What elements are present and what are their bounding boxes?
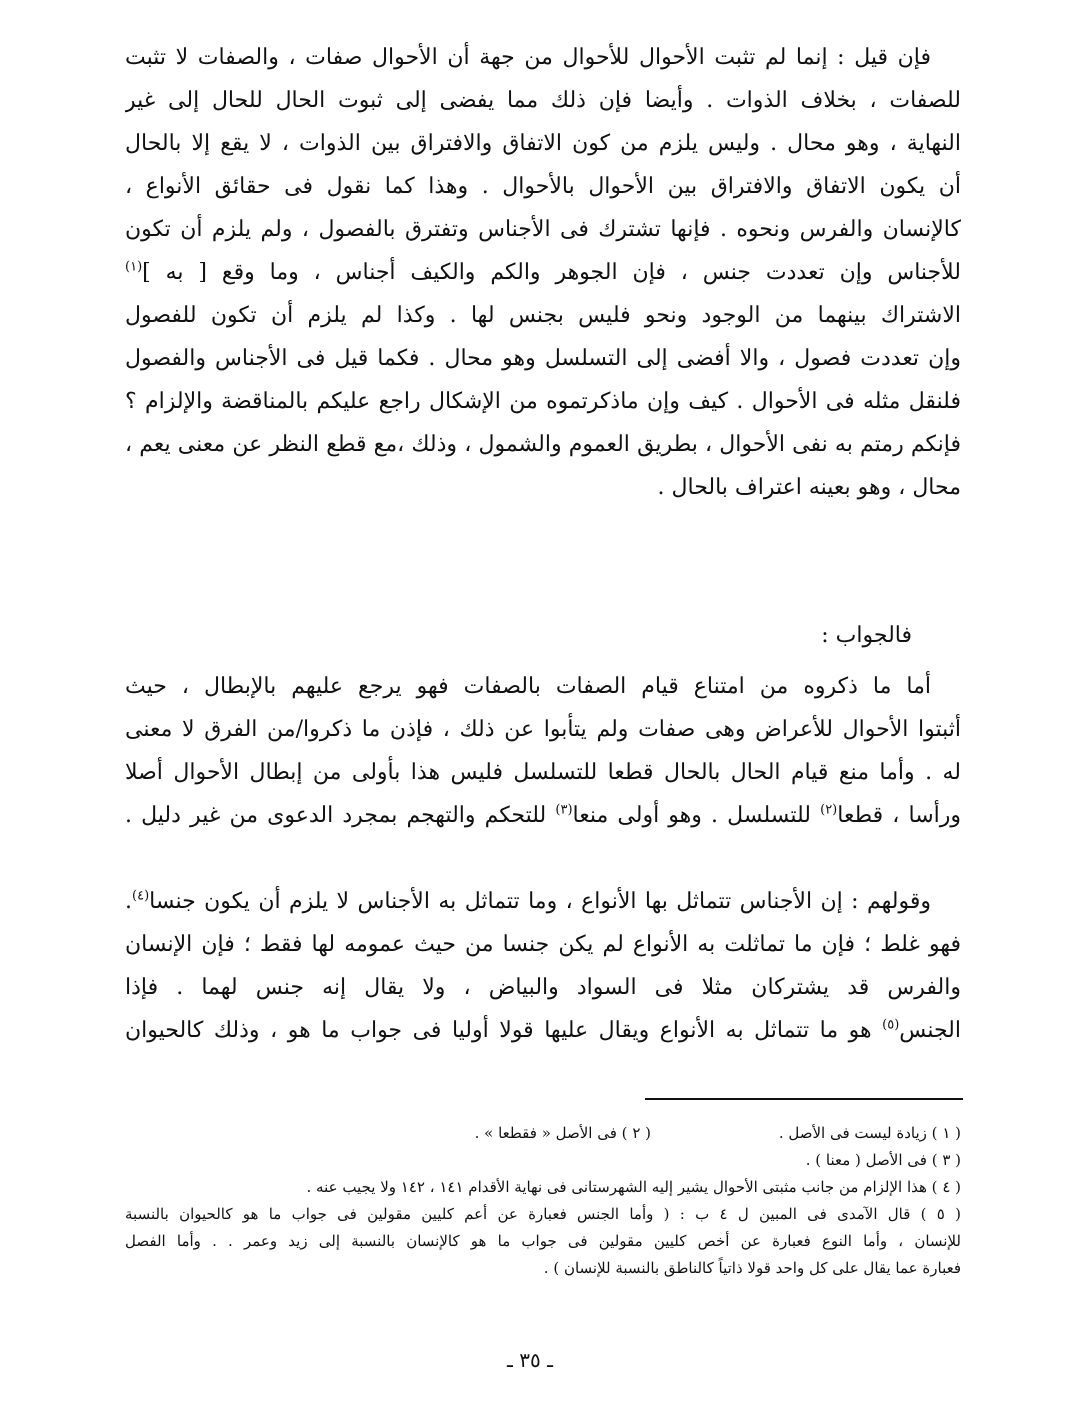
footnote-marker-1: (١) — [125, 259, 143, 275]
text-segment: وقولهم : إن الأجناس تتماثل بها الأنواع ، وما تتماثل به الأجناس لا يلزم أن يكون جنسا — [149, 889, 931, 914]
footnote-2: ( ٢ ) فى الأصل « فقطعا » . — [474, 1124, 651, 1142]
text-line: فهو غلط ؛ فإن ما تماثلت به الأنواع لم يكن جنسا من حيث عمومه لها فقط ؛ فإن الإنسان — [125, 932, 961, 957]
footnotes — [125, 1120, 961, 1282]
answer-heading: فالجواب : — [821, 623, 912, 648]
paragraph-answer — [125, 665, 961, 837]
text-line: فلنقل مثله فى الأحوال . كيف وإن ماذكرتموه من الإشكال راجع عليكم بالمناقضة والإلزام ؟ — [125, 389, 961, 414]
text-line: فإنكم رمتم به نفى الأحوال ، بطريق العموم والشمول ، وذلك ،مع قطع النظر عن معنى يعم ، — [125, 432, 961, 457]
text-line — [125, 794, 961, 837]
text-line-content: للأجناس وإن تعددت جنس ، فإن الجوهر والكم والكيف أجناس ، وما وقع [ به ] — [142, 260, 961, 285]
text-line: للصفات ، بخلاف الذوات . وأيضا فإن ذلك مما يفضى إلى ثبوت الحال للحال إلى غير — [125, 88, 961, 113]
footnote-marker-5: (٥) — [882, 1017, 900, 1033]
text-segment: للتحكم والتهجم بمجرد الدعوى من غير دليل . — [125, 803, 556, 828]
text-line: الاشتراك بينهما من الوجود ونحو فليس بجنس لها . وكذا لم يلزم أن تكون للفصول — [125, 303, 961, 328]
text-line: والفرس قد يشتركان مثلا فى السواد والبياض ، ولا يقال إنه جنس لهما . فإذا — [125, 975, 961, 1000]
text-line: له . وأما منع قيام الحال بالحال قطعا للتسلسل فليس هذا بأولى من إبطال الأحوال أصلا — [125, 760, 961, 785]
text-line: وإن تعددت فصول ، والا أفضى إلى التسلسل وهو محال . فكما قيل فى الأجناس والفصول — [125, 346, 961, 371]
paragraph-objection — [125, 36, 961, 509]
footnote-marker-3: (٣) — [555, 802, 573, 818]
footnote-5-line: فعبارة عما يقال على كل واحد قولا ذاتياً كالناطق بالنسبة للإنسان ) . — [543, 1259, 961, 1277]
footnote-row — [125, 1120, 961, 1147]
page-number: ـ ٣٥ ـ — [507, 1348, 553, 1372]
footnote-divider — [645, 1098, 963, 1100]
text-line: فإن قيل : إنما لم تثبت الأحوال للأحوال من جهة أن الأحوال صفات ، والصفات لا تثبت — [125, 45, 931, 70]
text-line: أما ما ذكروه من امتناع قيام الصفات بالصفات فهو يرجع عليهم بالإبطال ، حيث — [125, 674, 931, 699]
footnote-1: ( ١ ) زيادة ليست فى الأصل . — [778, 1124, 961, 1142]
text-line: أن يكون الاتفاق والافتراق بين الأحوال بالأحوال . وهذا كما نقول فى حقائق الأنواع ، — [125, 174, 961, 199]
footnote-5-line: للإنسان ، وأما النوع فعبارة عن أخص كليين مقولين فى جواب ما هو كالإنسان بالنسبة إلى زيد وعمر . . وأما الفصل — [125, 1232, 961, 1250]
footnote-marker-4: (٤) — [132, 888, 150, 904]
text-line — [125, 1009, 961, 1052]
paragraph-genus — [125, 880, 961, 1052]
text-line: النهاية ، وهو محال . وليس يلزم من كون الاتفاق والافتراق بين الذوات ، لا يقع إلا بالحال — [125, 131, 961, 156]
text-line — [125, 251, 961, 294]
footnote-3: ( ٣ ) فى الأصل ( معنا ) . — [805, 1151, 961, 1169]
footnote-4: ( ٤ ) هذا الإلزام من جانب مثبتى الأحوال يشير إليه الشهرستانى فى نهاية الأقدام ١٤١ ، ١٤٢ ولا يجيب عنه . — [306, 1178, 961, 1196]
footnote-5-line: ( ٥ ) قال الآمدى فى المبين ل ٤ ب : ( وأما الجنس فعبارة عن أعم كليين مقولين فى جواب ما هو كالحيوان بالنسبة — [125, 1205, 961, 1223]
text-line: أثبتوا الأحوال للأعراض وهى صفات ولم يتأبوا عن ذلك ، فإذن ما ذكروا/من الفرق لا معنى — [125, 717, 961, 742]
text-segment: هو ما تتماثل به الأنواع ويقال عليها قولا أوليا فى جواب ما هو ، وذلك كالحيوان — [125, 1018, 883, 1043]
text-line: محال ، وهو بعينه اعتراف بالحال . — [657, 475, 961, 500]
text-segment: ورأسا ، قطعا — [837, 803, 961, 828]
text-segment: الجنس — [899, 1018, 961, 1043]
footnote-marker-2: (٢) — [820, 802, 838, 818]
text-segment: . — [125, 889, 132, 914]
text-line: كالإنسان والفرس ونحوه . فإنها تشترك فى الأجناس وتفترق بالفصول ، ولم يلزم أن تكون — [125, 217, 961, 242]
text-line — [125, 880, 961, 923]
text-segment: للتسلسل . وهو أولى منعا — [572, 803, 821, 828]
